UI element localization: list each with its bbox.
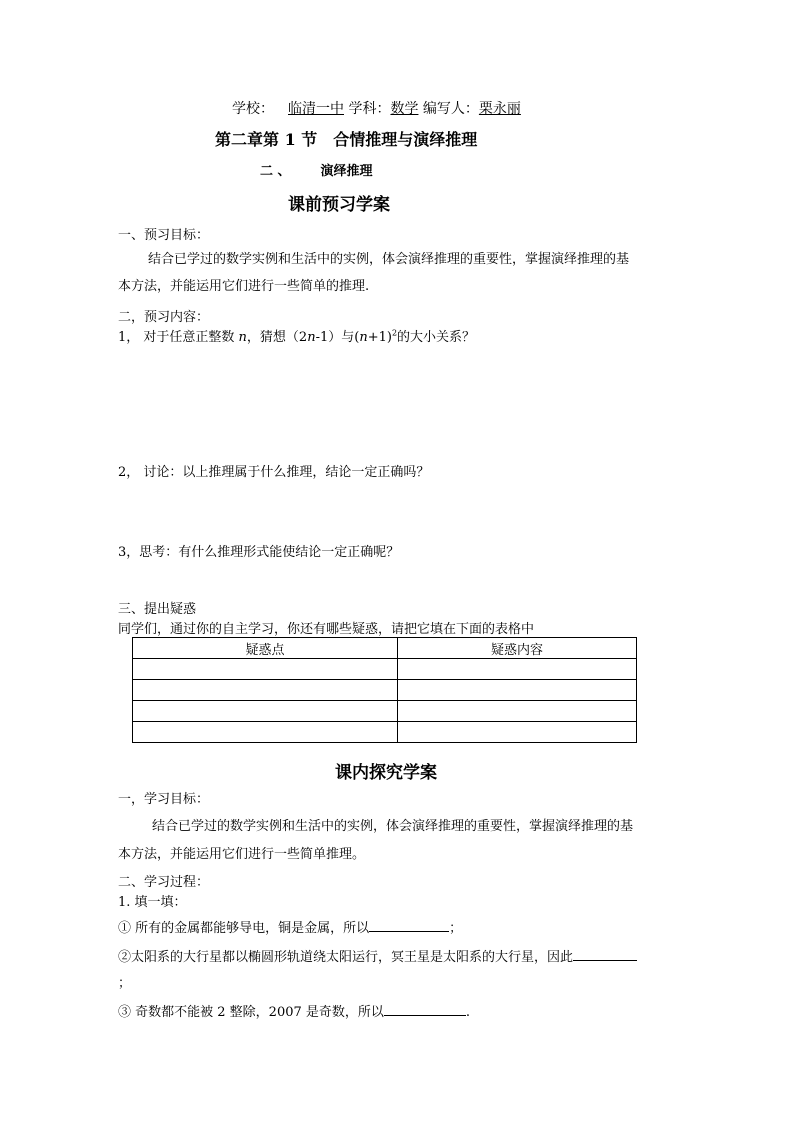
table-cell[interactable] [133, 701, 398, 722]
table-row [133, 659, 637, 680]
school-label: 学校： [232, 101, 274, 117]
table-row [133, 701, 637, 722]
table-cell[interactable] [133, 722, 398, 743]
author-name: 栗永丽 [478, 101, 521, 117]
header-doubt-point: 疑惑点 [133, 638, 398, 659]
preview-goal-line1: 结合已学过的数学实例和生活中的实例，体会演绎推理的重要性，掌握演绎推理的基 [148, 252, 630, 267]
table-row [133, 680, 637, 701]
answer-blank-2[interactable] [573, 946, 637, 961]
question-1: 1， 对于任意正整数 n，猜想（2n-1）与$(n+1)^2$的大小关系？ [118, 328, 476, 345]
answer-blank-1[interactable] [369, 917, 449, 932]
inclass-goal-heading: 一，学习目标： [118, 792, 210, 807]
preview-goal-line2: 本方法，并能运用它们进行一些简单的推理. [118, 279, 370, 294]
fill-heading: 1. 填一填： [118, 895, 187, 910]
doubt-heading: 三、提出疑惑 [118, 602, 197, 617]
table-cell[interactable] [398, 659, 637, 680]
doubt-table [132, 637, 637, 743]
section-number: 二 、 [260, 164, 291, 179]
header-doubt-content: 疑惑内容 [398, 638, 637, 659]
inclass-title: 课内探究学案 [335, 763, 437, 783]
fill-item-3: ③ 奇数都不能被 2 整除，2007 是奇数，所以 . [118, 1001, 470, 1020]
preview-goal-heading: 一、预习目标： [118, 228, 210, 243]
table-row [133, 722, 637, 743]
chapter-title: 第二章第 1 节 合情推理与演绎推理 [215, 130, 478, 149]
fill-item-1: ① 所有的金属都能够导电，铜是金属，所以 ； [118, 917, 462, 936]
process-heading: 二、学习过程： [118, 875, 210, 890]
question-3: 3，思考：有什么推理形式能使结论一定正确呢？ [118, 545, 400, 560]
table-cell[interactable] [398, 701, 637, 722]
section-heading [260, 160, 373, 179]
preview-title: 课前预习学案 [288, 195, 390, 215]
table-cell[interactable] [398, 680, 637, 701]
header-line [232, 98, 521, 118]
table-cell[interactable] [133, 659, 398, 680]
table-cell[interactable] [398, 722, 637, 743]
subject-label: 学科： [348, 101, 391, 117]
table-cell[interactable] [133, 680, 398, 701]
answer-blank-3[interactable] [384, 1001, 466, 1016]
question-2: 2， 讨论：以上推理属于什么推理，结论一定正确吗？ [118, 465, 430, 480]
subject-name: 数学 [390, 101, 419, 117]
author-label: 编写人： [422, 101, 479, 117]
table-header-row [133, 638, 637, 659]
fill-item-2-end: ； [118, 976, 132, 991]
preview-content-heading: 二，预习内容： [118, 310, 210, 325]
doubt-intro: 同学们，通过你的自主学习，你还有哪些疑惑，请把它填在下面的表格中 [118, 622, 535, 637]
inclass-goal-line1: 结合已学过的数学实例和生活中的实例，体会演绎推理的重要性，掌握演绎推理的基 [152, 819, 634, 834]
section-name: 演绎推理 [320, 164, 373, 179]
school-name: 临清一中 [288, 101, 344, 117]
inclass-goal-line2: 本方法，并能运用它们进行一些简单推理。 [118, 847, 366, 862]
fill-item-2: ②太阳系的大行星都以椭圆形轨道绕太阳运行，冥王星是太阳系的大行星，因此 [118, 946, 637, 965]
